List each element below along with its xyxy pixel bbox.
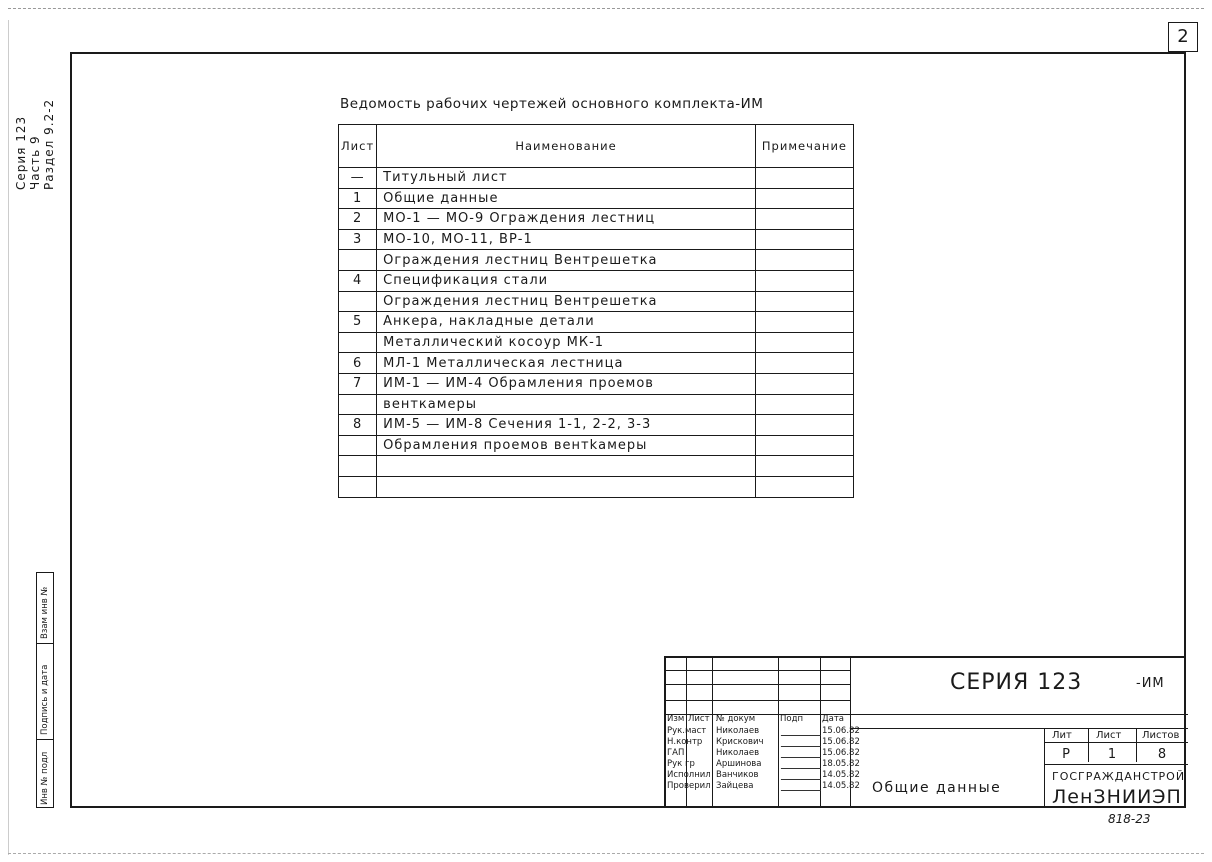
signature-mark xyxy=(781,760,823,769)
table-header-row xyxy=(339,125,854,168)
grid-line xyxy=(1044,764,1188,765)
row-sheet-number xyxy=(339,332,377,353)
signature-mark xyxy=(781,727,823,736)
signature-role: Проверил xyxy=(667,781,711,791)
row-note xyxy=(755,312,853,333)
row-note xyxy=(755,229,853,250)
table-row xyxy=(339,332,854,353)
table-row xyxy=(339,291,854,312)
header-name: Наименование xyxy=(377,125,756,168)
row-sheet-number: 6 xyxy=(339,353,377,374)
series-suffix: -ИМ xyxy=(1136,676,1165,691)
table-row xyxy=(339,229,854,250)
table-row xyxy=(339,476,854,497)
signature-name: Аршинова xyxy=(716,759,762,769)
signature-row xyxy=(666,770,860,780)
row-sheet-number xyxy=(339,394,377,415)
row-sheet-number: 3 xyxy=(339,229,377,250)
row-sheet-number: 4 xyxy=(339,270,377,291)
header-doc: № докум xyxy=(716,714,756,724)
signature-name: Ванчиков xyxy=(716,770,759,780)
row-name: Титульный лист xyxy=(377,168,756,189)
sheets-label: Листов xyxy=(1142,730,1180,741)
signature-row xyxy=(666,737,860,747)
table-body xyxy=(339,168,854,498)
row-sheet-number: 5 xyxy=(339,312,377,333)
row-name xyxy=(377,456,756,477)
title-block xyxy=(664,656,1186,808)
signature-name: Крискович xyxy=(716,737,764,747)
row-sheet-number xyxy=(339,456,377,477)
table-row xyxy=(339,168,854,189)
row-name: МО-10, МО-11, ВР-1 xyxy=(377,229,756,250)
row-name: МЛ-1 Металлическая лестница xyxy=(377,353,756,374)
row-name: Металлический косоур МК-1 xyxy=(377,332,756,353)
signature-name: Зайцева xyxy=(716,781,754,791)
table-row xyxy=(339,353,854,374)
grid-line xyxy=(850,728,1188,729)
signature-header-row xyxy=(666,714,852,724)
signature-mark xyxy=(781,738,823,747)
row-note xyxy=(755,435,853,456)
row-name: Ограждения лестниц Вентрешетка xyxy=(377,250,756,271)
row-sheet-number: 2 xyxy=(339,209,377,230)
side-cell-label: Инв № подл xyxy=(40,751,50,805)
row-name: Общие данные xyxy=(377,188,756,209)
side-cell-label: Взам инв № xyxy=(40,586,50,639)
side-cell-inventory xyxy=(37,739,53,809)
row-note xyxy=(755,456,853,477)
row-note xyxy=(755,415,853,436)
grid-line xyxy=(1044,742,1188,743)
signature-date: 15.06.82 xyxy=(822,748,860,758)
table-row xyxy=(339,435,854,456)
header-sheet: Лист xyxy=(688,714,710,724)
table-row xyxy=(339,312,854,333)
table-row xyxy=(339,188,854,209)
row-name: ИМ-1 — ИМ-4 Обрамления проемов xyxy=(377,373,756,394)
row-name: Обрамления проемов вентkамеры xyxy=(377,435,756,456)
grid-line xyxy=(1044,728,1045,808)
row-note xyxy=(755,476,853,497)
sheet-value: 1 xyxy=(1107,747,1117,762)
side-cell-label: Подпись и дата xyxy=(40,664,50,735)
signature-date: 14.05.82 xyxy=(822,781,860,791)
signature-date: 15.06.82 xyxy=(822,726,860,736)
sheets-value: 8 xyxy=(1157,747,1167,762)
header-sign: Подп xyxy=(780,714,804,724)
side-cell-replace xyxy=(37,573,53,643)
row-name: Ограждения лестниц Вентрешетка xyxy=(377,291,756,312)
row-note xyxy=(755,291,853,312)
signature-name: Николаев xyxy=(716,748,760,758)
table-row xyxy=(339,270,854,291)
organization-line-2: ЛенЗНИИЭП xyxy=(1052,786,1182,808)
row-sheet-number xyxy=(339,250,377,271)
signature-row xyxy=(666,726,860,736)
signature-row xyxy=(666,781,860,791)
row-name: МО-1 — МО-9 Ограждения лестниц xyxy=(377,209,756,230)
signature-row xyxy=(666,759,860,769)
table-title: Ведомость рабочих чертежей основного комплекта-ИМ xyxy=(340,96,764,112)
row-name xyxy=(377,476,756,497)
series-side-label xyxy=(14,30,56,190)
table-row xyxy=(339,456,854,477)
row-sheet-number: — xyxy=(339,168,377,189)
table-row xyxy=(339,373,854,394)
signature-date: 15.06.82 xyxy=(822,737,860,747)
signature-name: Николаев xyxy=(716,726,760,736)
page-number: 2 xyxy=(1168,22,1198,52)
row-name: венткамеры xyxy=(377,394,756,415)
header-date: Дата xyxy=(822,714,845,724)
header-change: Изм xyxy=(667,714,685,724)
row-note xyxy=(755,188,853,209)
sheet-edge-top xyxy=(8,8,1204,9)
row-sheet-number xyxy=(339,291,377,312)
signature-mark xyxy=(781,749,823,758)
series-line: Серия 123 xyxy=(14,115,28,190)
row-sheet-number: 1 xyxy=(339,188,377,209)
signature-role: Рук.маст xyxy=(667,726,707,736)
signature-date: 18.05.82 xyxy=(822,759,860,769)
side-approval-strip xyxy=(36,572,54,808)
table-row xyxy=(339,415,854,436)
grid-line xyxy=(666,684,850,685)
table-row xyxy=(339,209,854,230)
grid-line xyxy=(666,700,850,701)
row-note xyxy=(755,373,853,394)
handwritten-code: 818-23 xyxy=(1108,812,1151,826)
row-name: Спецификация стали xyxy=(377,270,756,291)
row-note xyxy=(755,209,853,230)
row-note xyxy=(755,353,853,374)
signature-role: ГАП xyxy=(667,748,685,758)
row-name: Анкера, накладные детали xyxy=(377,312,756,333)
grid-line xyxy=(666,670,850,671)
row-sheet-number xyxy=(339,476,377,497)
part-line: Часть 9 xyxy=(28,135,42,190)
row-sheet-number xyxy=(339,435,377,456)
row-note xyxy=(755,168,853,189)
signature-role: Н.контр xyxy=(667,737,703,747)
side-cell-signature xyxy=(37,643,53,739)
section-line: Раздел 9.2-2 xyxy=(42,98,56,190)
sheet-edge-bottom xyxy=(8,853,1204,854)
signature-date: 14.05.82 xyxy=(822,770,860,780)
signature-mark xyxy=(781,782,823,791)
lit-value: Р xyxy=(1062,747,1070,762)
lit-label: Лит xyxy=(1052,730,1072,741)
row-sheet-number: 8 xyxy=(339,415,377,436)
row-note xyxy=(755,332,853,353)
organization-line-1: ГОСГРАЖДАНСТРОЙ xyxy=(1052,770,1186,783)
row-note xyxy=(755,270,853,291)
series-title: СЕРИЯ 123 xyxy=(950,670,1083,695)
table-row xyxy=(339,394,854,415)
sheets-table xyxy=(338,124,854,498)
signature-row xyxy=(666,748,860,758)
signature-mark xyxy=(781,771,823,780)
row-note xyxy=(755,250,853,271)
table-row xyxy=(339,250,854,271)
header-note: Примечание xyxy=(755,125,853,168)
signature-role: Рук гр xyxy=(667,759,695,769)
row-name: ИМ-5 — ИМ-8 Сечения 1-1, 2-2, 3-3 xyxy=(377,415,756,436)
row-sheet-number: 7 xyxy=(339,373,377,394)
sheet-edge-left xyxy=(8,20,9,855)
signature-role: Исполнил xyxy=(667,770,711,780)
row-note xyxy=(755,394,853,415)
sheet-label: Лист xyxy=(1096,730,1122,741)
header-sheet: Лист xyxy=(339,125,377,168)
document-name: Общие данные xyxy=(872,780,1002,796)
